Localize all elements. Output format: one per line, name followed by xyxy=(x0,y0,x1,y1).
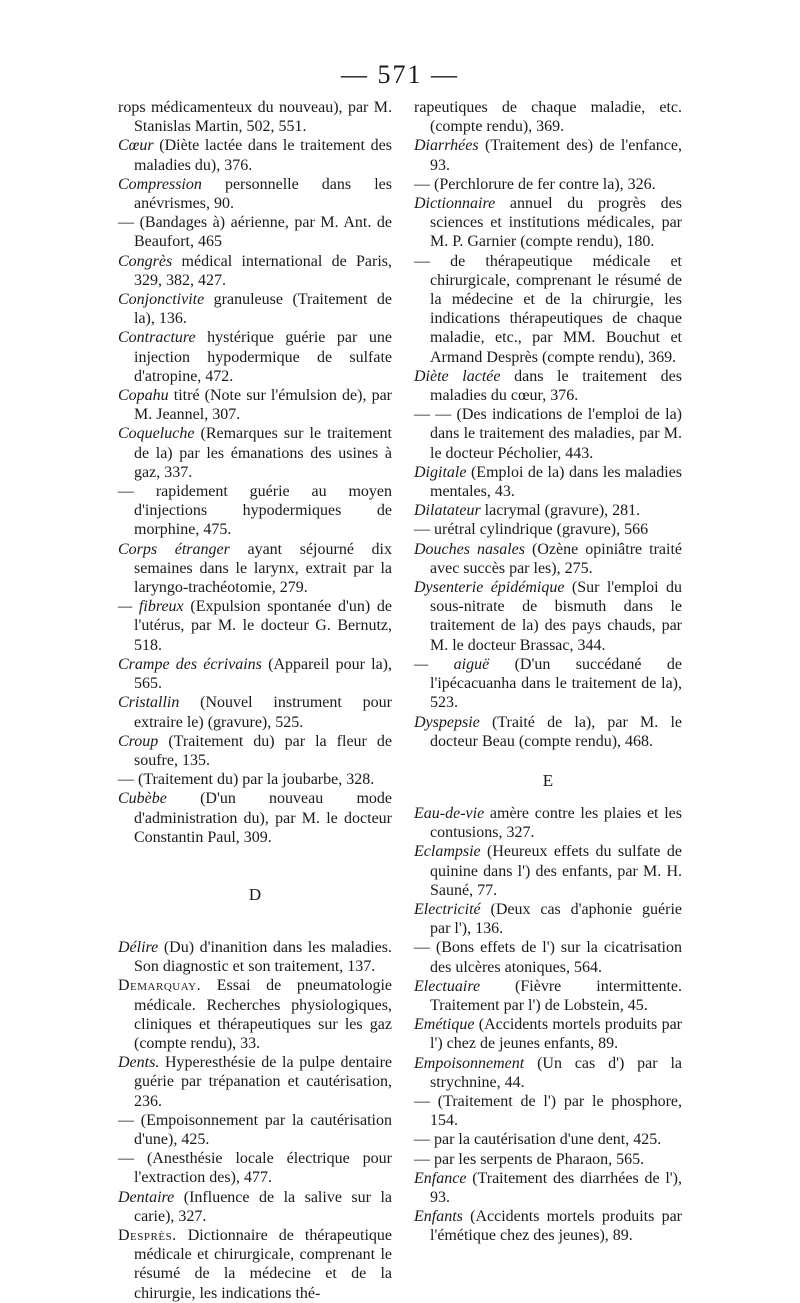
entry-text: (D'un succédané de l'ipécacuanha dans le traitement de la), 523. xyxy=(430,655,682,712)
entry-keyword: Cristallin xyxy=(118,694,180,712)
entry-text: — de thérapeutique médicale et chirurgicale, comprenant le résumé de la médecine et de la chirurgie, les indications thérapeutiques de chaque maladie, etc., par MM. Bouchut et Armand Desprès (compte rendu), 369. xyxy=(414,252,682,366)
index-entry xyxy=(414,804,682,842)
entry-text: (Du) d'inanition dans les maladies. Son diagnostic et son traitement, 137. xyxy=(134,938,392,976)
entry-text: (Accidents mortels produits par l') chez de jeunes enfants, 89. xyxy=(430,1016,682,1053)
entry-keyword: Eclampsie xyxy=(414,843,481,861)
index-entry xyxy=(118,693,392,731)
entry-text: annuel du progrès des sciences et institutions médicales, par M. P. Garnier (compte rendu), 180. xyxy=(430,195,682,251)
entry-keyword: Compression xyxy=(118,175,202,193)
entry-keyword: Eau-de-vie xyxy=(414,804,485,822)
entry-keyword: Cubèbe xyxy=(118,790,167,808)
entry-text: amère contre les plaies et les contusions, 327. xyxy=(430,804,682,842)
entry-text: (Influence de la salive sur la carie), 327. xyxy=(134,1188,392,1225)
entry-keyword: Dysenterie épidémique xyxy=(414,579,565,597)
index-entry xyxy=(414,463,682,501)
index-entry xyxy=(414,1092,682,1130)
entry-text: dans le traitement des maladies du cœur, 376. xyxy=(430,367,683,405)
index-entry xyxy=(118,770,392,789)
entry-text: (Traitement des diarrhées de l'), 93. xyxy=(430,1169,682,1206)
entries-d-continued xyxy=(414,98,682,751)
entry-text: lacrymal (gravure), 281. xyxy=(480,502,641,520)
index-entry xyxy=(414,1207,682,1245)
entry-text: (Expulsion spontanée d'un) de l'utérus, par M. le docteur G. Bernutz, 518. xyxy=(134,598,393,654)
entry-keyword: Desprès. xyxy=(118,1226,177,1244)
entry-text: (Traitement des) de l'enfance, 93. xyxy=(430,137,682,174)
index-entry xyxy=(118,482,392,540)
entry-text: rops médicamenteux du nouveau), par M. Stanislas Martin, 502, 551. xyxy=(118,99,392,136)
index-entry xyxy=(414,900,682,938)
index-entry xyxy=(414,938,682,976)
entry-keyword: — aiguë xyxy=(414,655,490,673)
index-entry xyxy=(414,713,682,751)
index-entry xyxy=(118,213,392,251)
entries-d xyxy=(118,938,392,1303)
entry-text: — (Bandages à) aérienne, par M. Ant. de Beaufort, 465 xyxy=(118,214,392,251)
entry-keyword: Crampe des écrivains xyxy=(118,655,262,673)
entry-text: — (Perchlorure de fer contre la), 326. xyxy=(414,175,656,193)
entry-keyword: Diète lactée xyxy=(414,367,501,385)
entry-text: (Remarques sur le traitement de la) par les émanations des usines à gaz, 337. xyxy=(134,425,392,481)
entry-text: (Ozène opiniâtre traité avec succès par les), 275. xyxy=(430,540,683,577)
index-entry xyxy=(118,597,392,655)
entry-keyword: Cœur xyxy=(118,137,154,155)
left-column xyxy=(118,98,392,1303)
index-entry xyxy=(118,1188,392,1226)
entry-text: (Un cas d') par la strychnine, 44. xyxy=(430,1054,682,1091)
index-entry xyxy=(414,1169,682,1207)
index-entry xyxy=(414,501,682,520)
index-entry xyxy=(118,252,392,290)
entry-keyword: Enfants xyxy=(414,1208,463,1226)
entry-text: (Diète lactée dans le traitement des maladies du), 376. xyxy=(134,137,392,174)
entry-keyword: Dyspepsie xyxy=(414,713,480,731)
index-entry xyxy=(118,789,392,847)
entry-text: (Appareil pour la), 565. xyxy=(134,655,393,693)
entry-keyword: Dictionnaire xyxy=(414,195,496,213)
entry-keyword: Empoisonnement xyxy=(414,1054,525,1072)
index-entry xyxy=(118,1226,392,1303)
index-entry xyxy=(414,175,682,194)
entry-keyword: Emétique xyxy=(414,1016,475,1034)
index-entry xyxy=(118,732,392,770)
entry-keyword: Conjonctivite xyxy=(118,291,205,309)
entry-keyword: Dentaire xyxy=(118,1188,175,1206)
entry-keyword: Dilatateur xyxy=(414,502,481,520)
entry-text: personnelle dans les anévrismes, 90. xyxy=(134,175,392,213)
entries-e xyxy=(414,804,682,1246)
index-entry xyxy=(118,976,392,1053)
index-entry xyxy=(414,842,682,900)
index-entry xyxy=(118,424,392,482)
entry-keyword: Electuaire xyxy=(414,977,481,995)
index-entry xyxy=(414,977,682,1015)
index-entry xyxy=(414,578,682,655)
index-entry xyxy=(414,540,682,578)
index-entry xyxy=(414,405,682,463)
index-entry xyxy=(118,136,392,174)
section-letter-d: D xyxy=(248,884,262,904)
entry-text: Hyperesthésie de la pulpe dentaire guérie par trépanation et cautérisation, 236. xyxy=(134,1054,392,1110)
entry-text: — par la cautérisation d'une dent, 425. xyxy=(414,1131,662,1149)
entry-keyword: Croup xyxy=(118,732,159,750)
entries-c xyxy=(118,98,392,847)
index-entry xyxy=(414,655,682,713)
entry-keyword: — fibreux xyxy=(118,598,184,616)
entry-text: (Heureux effets du sulfate de quinine dans l') des enfants, par M. H. Sauné, 77. xyxy=(430,843,682,899)
entry-keyword: Enfance xyxy=(414,1169,467,1187)
index-entry xyxy=(118,328,392,386)
entry-text: hystérique guérie par une injection hypodermique de sulfate d'atropine, 472. xyxy=(134,329,392,385)
entry-keyword: Coqueluche xyxy=(118,425,195,443)
index-entry xyxy=(118,655,392,693)
entry-text: — urétral cylindrique (gravure), 566 xyxy=(414,521,649,539)
entry-text: (Traitement du) par la fleur de soufre, 135. xyxy=(134,732,392,769)
entry-text: — (Traitement du) par la joubarbe, 328. xyxy=(118,771,375,789)
entry-keyword: Digitale xyxy=(414,463,467,481)
index-entry xyxy=(118,1111,392,1149)
index-entry xyxy=(118,540,392,598)
entry-text: (Deux cas d'aphonie guérie par l'), 136. xyxy=(430,900,682,938)
entry-keyword: Délire xyxy=(118,938,159,956)
entry-keyword: Dents. xyxy=(118,1054,160,1072)
entry-text: — (Bons effets de l') sur la cicatrisation des ulcères atoniques, 564. xyxy=(414,939,682,976)
entry-text: ayant séjourné dix semaines dans le larynx, extrait par la laryngo-trachéotomie, 279. xyxy=(134,540,392,597)
index-entry xyxy=(118,1053,392,1111)
section-letter-e: E xyxy=(542,770,554,790)
index-entry xyxy=(118,938,392,976)
index-entry xyxy=(414,98,682,136)
entry-keyword: Contracture xyxy=(118,329,196,347)
index-entry xyxy=(414,1150,682,1169)
entry-text: (Nouvel instrument pour extraire le) (gravure), 525. xyxy=(134,694,392,731)
entry-keyword: Electricité xyxy=(414,900,481,918)
entry-text: titré (Note sur l'émulsion de), par M. Jeannel, 307. xyxy=(134,387,392,424)
index-entry xyxy=(118,290,392,328)
entry-keyword: Congrès xyxy=(118,252,173,270)
entry-text: granuleuse (Traitement de la), 136. xyxy=(134,291,392,328)
entry-text: — (Traitement de l') par le phosphore, 154. xyxy=(414,1092,682,1130)
entry-text: (Sur l'emploi du sous-nitrate de bismuth dans le traitement de la) des pays chauds, par M. le docteur Brassac, 344. xyxy=(430,579,682,654)
entry-text: — rapidement guérie au moyen d'injections hypodermiques de morphine, 475. xyxy=(118,483,392,539)
right-column xyxy=(414,98,682,1246)
index-entry xyxy=(118,386,392,424)
index-entry xyxy=(414,194,682,252)
entry-text: — par les serpents de Pharaon, 565. xyxy=(414,1150,645,1168)
index-entry xyxy=(118,98,392,136)
index-entry xyxy=(414,136,682,174)
entry-text: Essai de pneumatologie médicale. Recherches physiologiques, cliniques et thérapeutiques sur les gaz (compte rendu), 33. xyxy=(134,977,392,1052)
entry-text: (Traité de la), par M. le docteur Beau (compte rendu), 468. xyxy=(430,713,682,750)
entry-text: Dictionnaire de thérapeutique médicale et chirurgicale, comprenant le résumé de la médecine et de la chirurgie, les indications thé- xyxy=(134,1226,392,1302)
index-entry xyxy=(414,1130,682,1149)
entry-keyword: Douches nasales xyxy=(414,540,526,558)
index-entry xyxy=(414,367,682,405)
entry-text: — (Empoisonnement par la cautérisation d'une), 425. xyxy=(118,1111,392,1148)
page-number: — 571 — xyxy=(341,60,459,89)
index-entry xyxy=(414,520,682,539)
entry-text: médical international de Paris, 329, 382, 427. xyxy=(134,252,392,289)
entry-keyword: Diarrhées xyxy=(414,137,479,155)
index-entry xyxy=(414,1054,682,1092)
entry-text: (D'un nouveau mode d'administration du), par M. le docteur Constantin Paul, 309. xyxy=(134,790,392,846)
index-entry xyxy=(414,1015,682,1053)
index-entry xyxy=(118,1149,392,1187)
index-entry xyxy=(118,175,392,213)
entry-keyword: Copahu xyxy=(118,387,169,405)
index-entry xyxy=(414,252,682,367)
entry-text: — (Anesthésie locale électrique pour l'extraction des), 477. xyxy=(118,1150,392,1187)
entry-text: (Emploi de la) dans les maladies mentales, 43. xyxy=(430,463,682,501)
entry-text: (Fièvre intermittente. Traitement par l') de Lobstein, 45. xyxy=(430,977,682,1014)
entry-text: — — (Des indications de l'emploi de la) dans le traitement des maladies, par M. le docteur Pécholier, 443. xyxy=(414,406,682,462)
entry-text: (Accidents mortels produits par l'émétique chez des jeunes), 89. xyxy=(430,1208,682,1245)
entry-text: rapeutiques de chaque maladie, etc. (compte rendu), 369. xyxy=(414,99,682,136)
entry-keyword: Demarquay. xyxy=(118,977,202,995)
entry-keyword: Corps étranger xyxy=(118,540,230,558)
